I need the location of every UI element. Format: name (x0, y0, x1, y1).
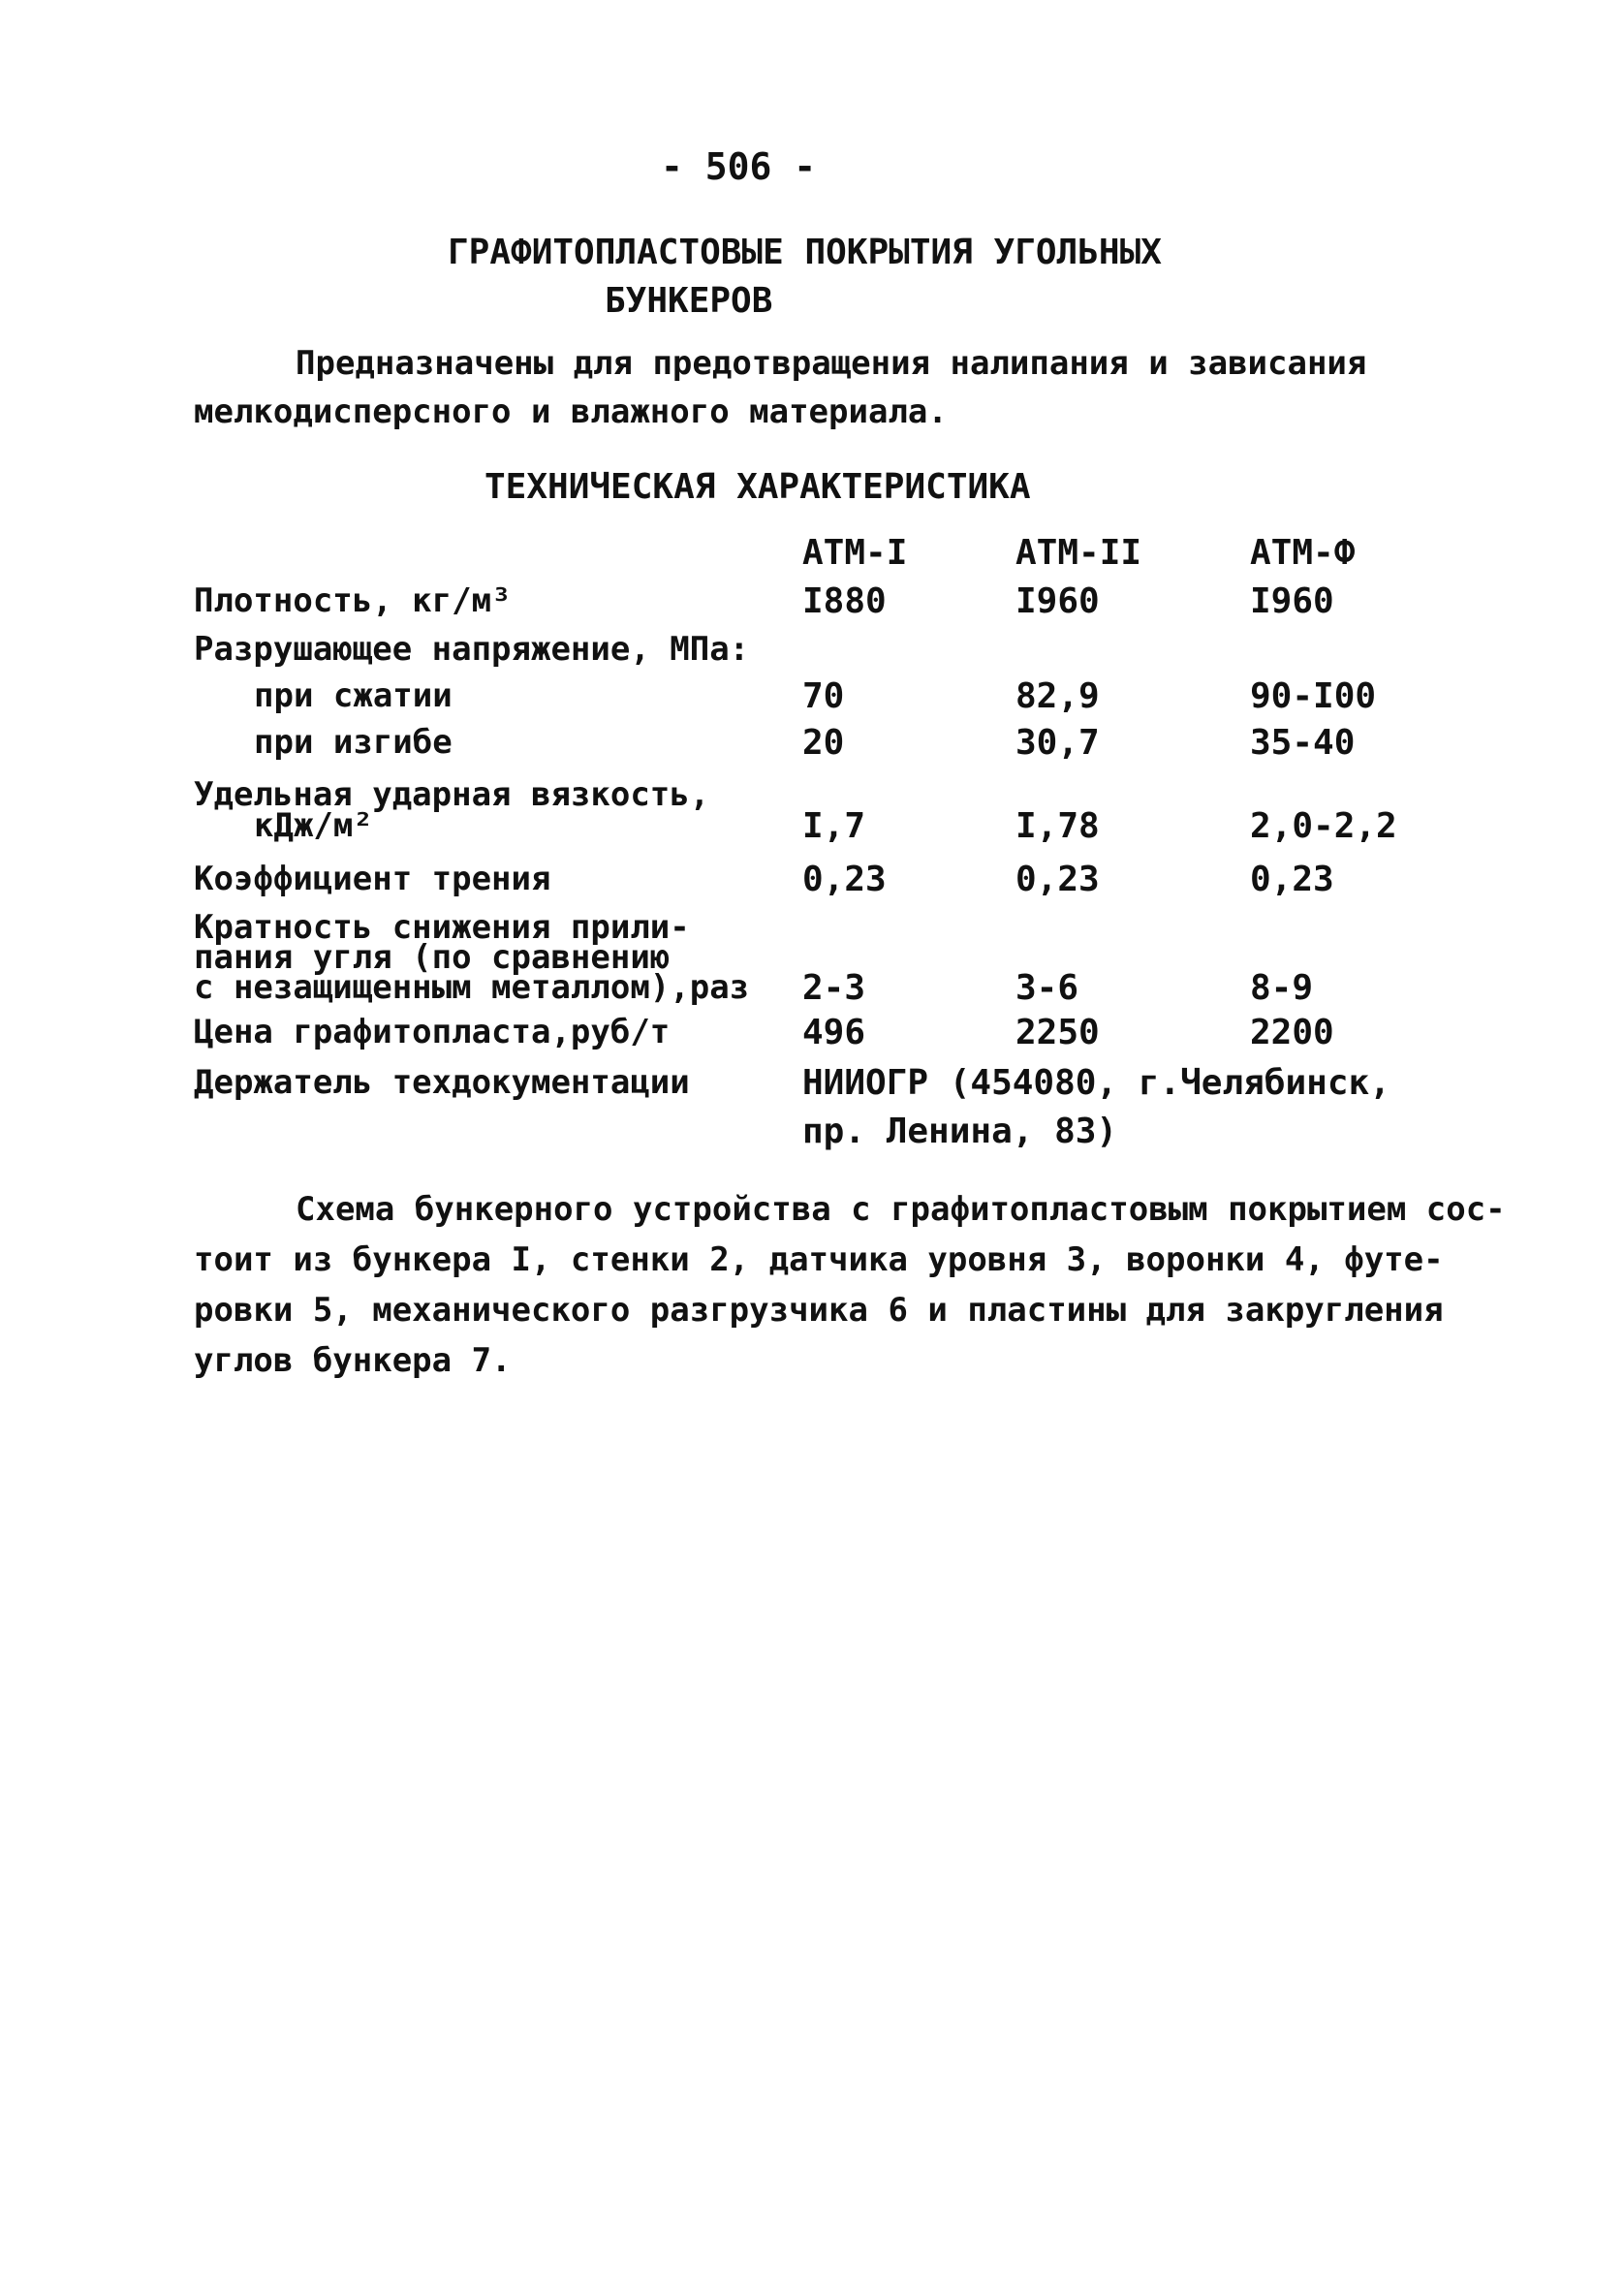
row-label-compression: при сжатии (254, 676, 453, 715)
spec-heading: ТЕХНИЧЕСКАЯ ХАРАКТЕРИСТИКА (484, 467, 1031, 507)
row-value: 2200 (1250, 1013, 1334, 1052)
row-label-bending: при изгибе (254, 723, 453, 762)
row-value: 90-I00 (1250, 676, 1377, 716)
intro-line-2: мелкодисперсного и влажного материала. (194, 392, 948, 431)
page-number: - 506 - (661, 145, 817, 188)
title-line-2: БУНКЕРОВ (605, 281, 773, 321)
row-label-adhesion-line-2: пания угля (по сравнению (194, 938, 671, 977)
row-value: 3-6 (1015, 968, 1079, 1008)
row-label-impact-line-1: Удельная ударная вязкость, (194, 775, 710, 814)
row-label-friction: Коэффициент трения (194, 860, 551, 898)
column-header-atm-2: АТМ-II (1015, 533, 1142, 573)
doc-holder-value-line-2: пр. Ленина, 83) (802, 1112, 1118, 1151)
row-value: I880 (802, 581, 887, 621)
row-label-density: Плотность, кг/м³ (194, 581, 512, 620)
row-value: 20 (802, 723, 845, 763)
row-label-adhesion-line-3: с незащищенным металлом),раз (194, 968, 750, 1007)
row-value: 82,9 (1015, 676, 1100, 716)
row-value: 8-9 (1250, 968, 1314, 1008)
row-label-price: Цена графитопласта,руб/т (194, 1013, 671, 1051)
row-label-breaking-stress: Разрушающее напряжение, МПа: (194, 630, 750, 669)
row-value: 70 (802, 676, 845, 716)
row-label-doc-holder: Держатель техдокументации (194, 1063, 690, 1102)
scheme-line-2: тоит из бункера I, стенки 2, датчика уровня 3, воронки 4, футе- (194, 1240, 1444, 1279)
scheme-line-4: углов бункера 7. (194, 1341, 512, 1380)
column-header-atm-1: АТМ-I (802, 533, 908, 573)
row-label-impact-line-2: кДж/м² (254, 806, 373, 845)
row-value: I960 (1015, 581, 1100, 621)
row-value: 0,23 (1015, 860, 1100, 899)
row-value: I960 (1250, 581, 1334, 621)
title-line-1: ГРАФИТОПЛАСТОВЫЕ ПОКРЫТИЯ УГОЛЬНЫХ (448, 233, 1162, 272)
row-value: I,78 (1015, 806, 1100, 846)
row-value: 2,0-2,2 (1250, 806, 1397, 846)
row-value: I,7 (802, 806, 866, 846)
row-value: 2-3 (802, 968, 866, 1008)
row-value: 35-40 (1250, 723, 1356, 763)
row-value: 0,23 (1250, 860, 1334, 899)
intro-line-1: Предназначены для предотвращения налипания и зависания (296, 344, 1367, 383)
doc-holder-value-line-1: НИИОГР (454080, г.Челябинск, (802, 1063, 1390, 1103)
row-value: 0,23 (802, 860, 887, 899)
scheme-line-1: Схема бункерного устройства с графитопластовым покрытием сос- (296, 1190, 1506, 1229)
row-value: 30,7 (1015, 723, 1100, 763)
scheme-line-3: ровки 5, механического разгрузчика 6 и пластины для закругления (194, 1291, 1444, 1330)
row-value: 496 (802, 1013, 866, 1052)
row-label-adhesion-line-1: Кратность снижения прили- (194, 908, 690, 947)
row-value: 2250 (1015, 1013, 1100, 1052)
column-header-atm-f: АТМ-Ф (1250, 533, 1356, 573)
